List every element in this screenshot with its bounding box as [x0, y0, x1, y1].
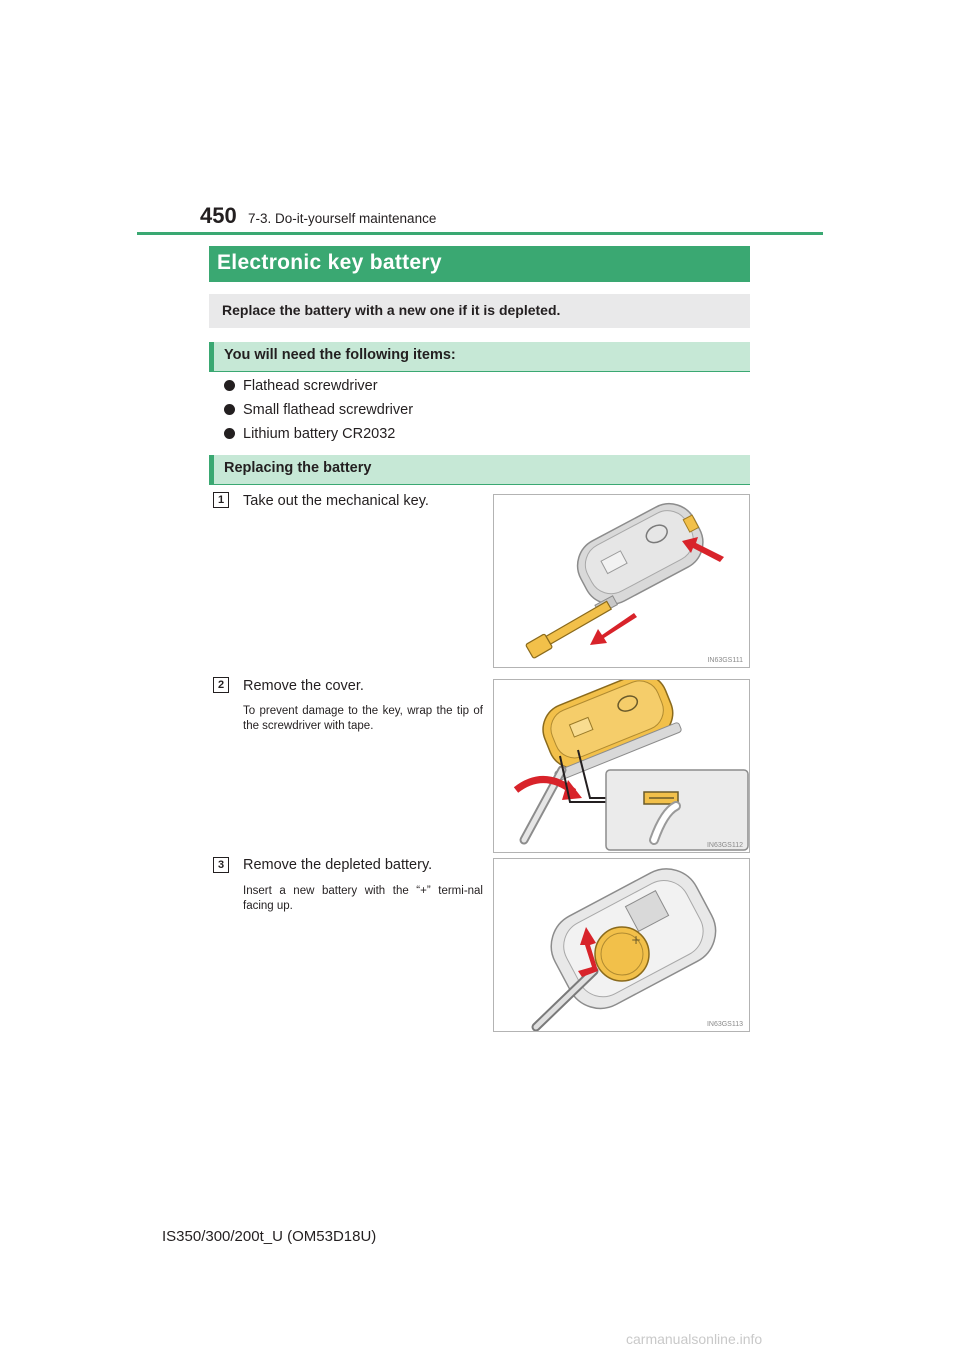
- replacing-heading: Replacing the battery: [224, 460, 372, 476]
- step-note-2: To prevent damage to the key, wrap the tip of the screwdriver with tape.: [243, 705, 483, 732]
- figure-code: IN63GS113: [706, 1021, 743, 1028]
- model-code: IS350/300/200t_U (OM53D18U): [162, 1228, 377, 1245]
- step-number-3: 3: [213, 857, 229, 873]
- figure-remove-battery: [493, 858, 750, 1032]
- replacing-heading-bar: [209, 455, 750, 485]
- step-note-3: Insert a new battery with the “+” termi-nal facing up.: [243, 885, 483, 912]
- figure-remove-cover: [493, 679, 750, 853]
- battery-removal-illustration: [494, 859, 750, 1032]
- step-text-1: Take out the mechanical key.: [243, 493, 429, 509]
- watermark: carmanualsonline.info: [626, 1331, 763, 1347]
- intro-bar: [209, 294, 750, 328]
- list-item: [224, 426, 395, 442]
- key-fob-illustration: [494, 495, 750, 668]
- step-number-1: 1: [213, 492, 229, 508]
- figure-remove-mechanical-key: [493, 494, 750, 668]
- battery-plus-label: +: [631, 933, 642, 947]
- bullet-icon: [224, 380, 235, 391]
- page-number: 450: [200, 203, 237, 228]
- items-heading: You will need the following items:: [224, 347, 456, 363]
- intro-text: Replace the battery with a new one if it is depleted.: [222, 302, 561, 318]
- step-number-2: 2: [213, 677, 229, 693]
- list-item: [224, 378, 378, 394]
- items-heading-bar: [209, 342, 750, 372]
- cover-removal-illustration: [494, 680, 750, 853]
- list-item-text: Small flathead screwdriver: [243, 402, 414, 418]
- bullet-icon: [224, 404, 235, 415]
- section-label: 7-3. Do-it-yourself maintenance: [248, 211, 437, 226]
- page-title: Electronic key battery: [217, 251, 442, 274]
- step-text-2: Remove the cover.: [243, 678, 364, 694]
- step-text-3: Remove the depleted battery.: [243, 857, 433, 873]
- list-item: [224, 402, 413, 418]
- page-title-bar: [209, 246, 750, 282]
- figure-code: IN63GS111: [707, 657, 743, 664]
- bullet-icon: [224, 428, 235, 439]
- header-rule: [137, 232, 823, 235]
- figure-code: IN63GS112: [706, 842, 743, 849]
- list-item-text: Lithium battery CR2032: [243, 426, 396, 442]
- list-item-text: Flathead screwdriver: [243, 378, 378, 394]
